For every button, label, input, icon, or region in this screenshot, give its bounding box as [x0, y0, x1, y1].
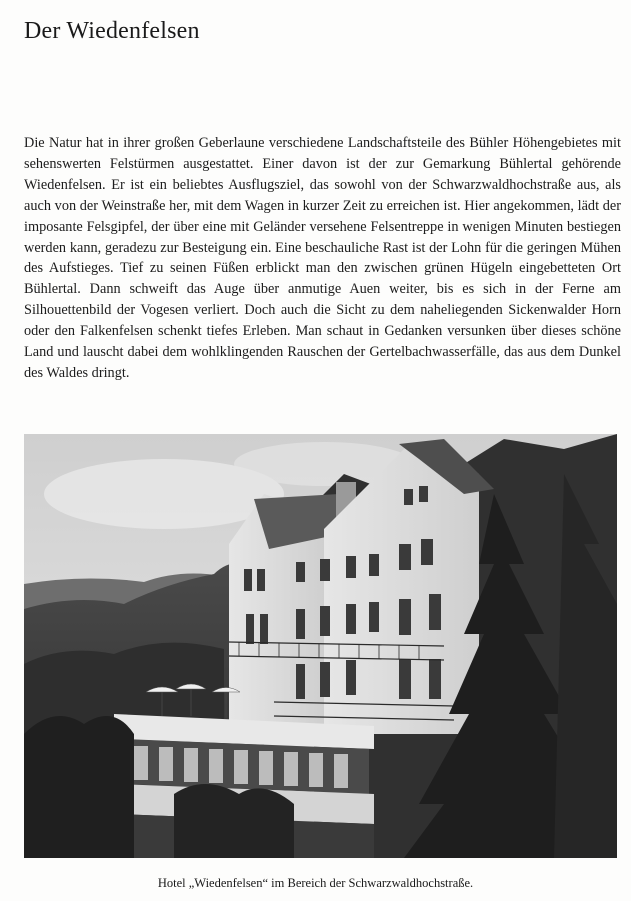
body-paragraph: Die Natur hat in ihrer großen Geberlaune verschiedene Landschaftsteile des Bühler Höhengebietes mit sehenswerten Felstürmen ausgestattet. Einer davon ist der zur Gemarkung Bühlertal gehörende Wiedenfelsen. Er ist ein beliebtes Ausflugsziel, das sowohl von der Schwarzwaldhochstraße aus, als auch von der Weinstraße her, mit dem Wagen in kurzer Zeit zu erreichen ist. Hier angekommen, lädt der imposante Felsgipfel, der über eine mit Geländer versehene Felsentreppe in wenigen Minuten bestiegen werden kann, geradezu zur Besteigung ein. Eine beschauliche Rast ist der Lohn für die geringen Mühen des Aufstieges. Tief zu seinen Füßen erblickt man den zwischen grünen Hügeln eingebetteten Ort Bühlertal. Dann schweift das Auge über anmutige Auen weiter, bis es sich in der Ferne am Silhouettenbild der Vogesen verliert. Doch auch die Sicht zu dem naheliegenden Sickenwalder Horn oder den Falkenfelsen schenkt tiefes Erleben. Man schaut in Gedanken versunken über dieses schöne Land und lauscht dabei dem wohlklingenden Rauschen der Gertelbachwasserfälle, das aus dem Dunkel des Waldes dringt. — [24, 135, 621, 381]
page-title: Der Wiedenfelsen — [24, 18, 200, 44]
photo-caption: Hotel „Wiedenfelsen“ im Bereich der Schwarzwaldhochstraße. — [157, 876, 474, 890]
hotel-photo — [24, 434, 617, 858]
